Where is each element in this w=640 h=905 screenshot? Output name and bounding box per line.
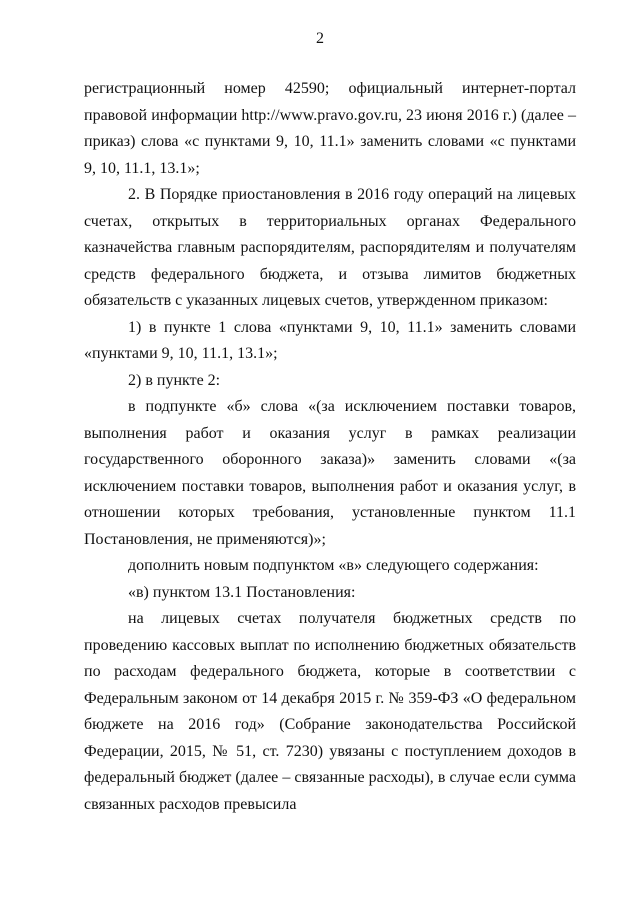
paragraph-personal-accounts: на лицевых счетах получателя бюджетных средств по проведению кассовых выплат по исполнению бюджетных обязательств по расходам федерального бюджета, которые в соответствии с Федеральным законом от 14 декабря 2015 г. № 359-ФЗ «О федеральном бюджете на 2016 год» (Собрание законодательства Российской Федерации, 2015, № 51, ст. 7230) увязаны с поступлением доходов в федеральный бюджет (далее – связанные расходы), в случае если сумма связанных расходов превысила	[84, 610, 576, 813]
paragraph-add-subpoint: дополнить новым подпунктом «в» следующего содержания:	[128, 557, 539, 574]
paragraph-subpoint-v: «в) пунктом 13.1 Постановления:	[128, 583, 356, 601]
paragraph-subitem-2: 2) в пункте 2:	[128, 371, 221, 389]
paragraph-subpoint-b: в подпункте «б» слова «(за исключением поставки товаров, выполнения работ и оказания услуг в рамках реализации государственного оборонного заказа)» заменить словами «(за исключением поставки товаров, выполнения работ и оказания услуг, в отношении которых требования, установленные пунктом 11.1 Постановления, не применяются)»;	[84, 398, 576, 548]
page-number: 2	[316, 30, 324, 47]
paragraph-continuation: регистрационный номер 42590; официальный интернет-портал правовой информации http://www.pravo.gov.ru, 23 июня 2016 г.) (далее – приказ) слова «с пунктами 9, 10, 11.1» заменить словами «с пунктами 9, 10, 11.1, 13.1»;	[84, 80, 576, 177]
paragraph-item-2: 2. В Порядке приостановления в 2016 году операций на лицевых счетах, открытых в территориальных органах Федерального казначейства главным распорядителям, распорядителям и получателям средств федерального бюджета, и отзыва лимитов бюджетных обязательств с указанных лицевых счетов, утвержденном приказом:	[84, 186, 576, 309]
document-body	[84, 76, 576, 818]
paragraph-subitem-1: 1) в пункте 1 слова «пунктами 9, 10, 11.1» заменить словами «пунктами 9, 10, 11.1, 13.1»;	[84, 318, 576, 362]
